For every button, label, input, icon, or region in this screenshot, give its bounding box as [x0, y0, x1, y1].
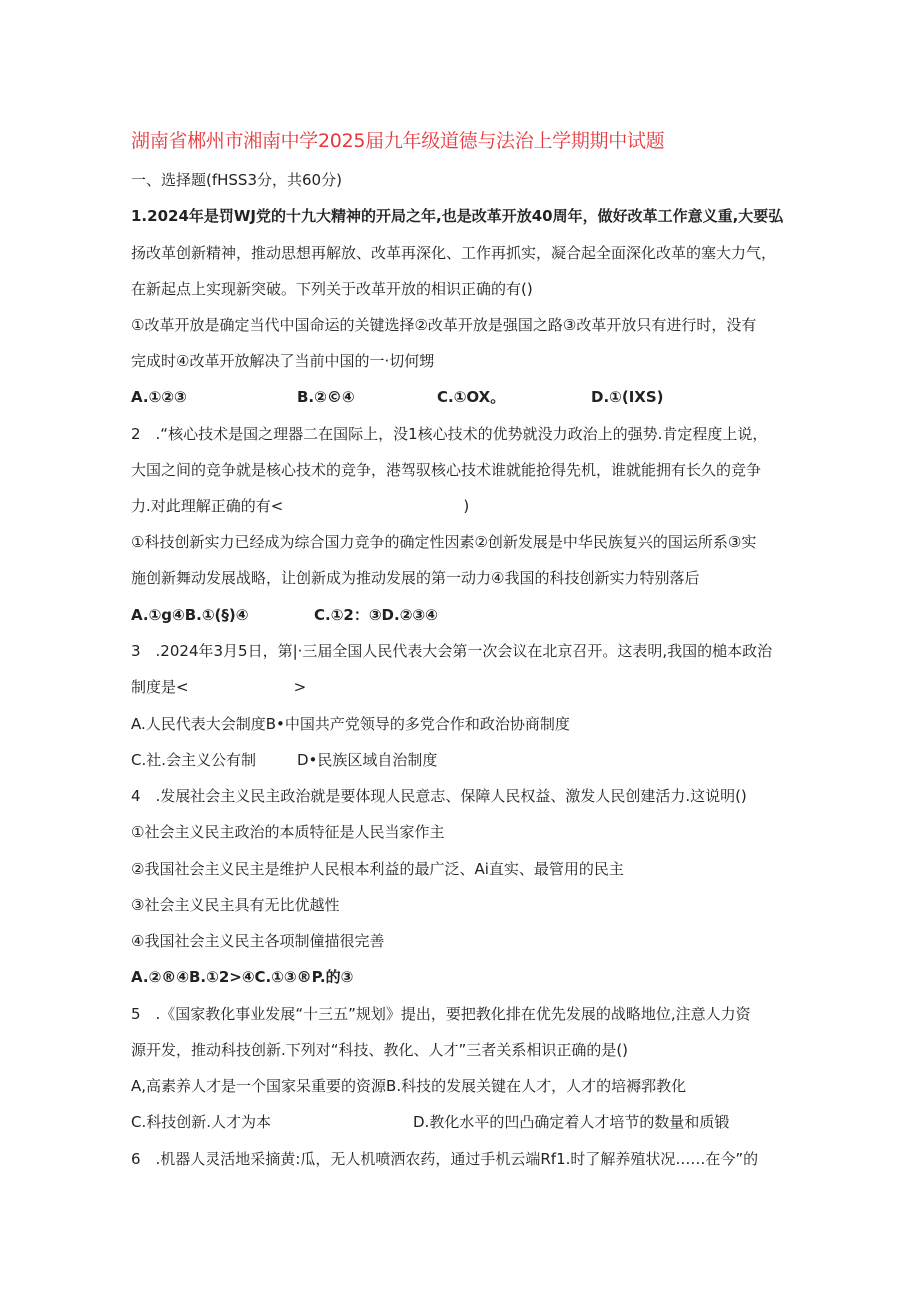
question-1-option-d: D.①(IXS) — [591, 388, 664, 406]
section-heading: 一、选择题(fHSS3分，共60分) — [131, 171, 342, 189]
document-title: 湖南省郴州市湘南中学2025届九年级道德与法治上学期期中试题 — [131, 130, 665, 152]
question-4-statement-1: ①社会主义民主政治的本质特征是人民当家作主 — [131, 823, 445, 841]
question-2-line-4: ①科技创新实力已经成为综合国力竞争的确定性因素②创新发展是中华民族复兴的国运所系③实 — [131, 533, 757, 551]
question-5-line-1: 5 .《国家教化事业发展“十三五”规划》提出，要把教化排在优先发展的战略地位,注意人力资 — [131, 1005, 751, 1023]
question-5-options-ab: A,高素养人才是一个国家呆重要的资源B.科技的发展关键在人才，人才的培褥郛教化 — [131, 1077, 687, 1095]
question-1-line-3: 在新起点上实现新突破。下列关于改革开放的相识正确的有() — [131, 280, 533, 298]
question-3-line-2: 制度是< > — [131, 678, 307, 696]
question-4-statement-3: ③社会主义民主具有无比优越性 — [131, 896, 340, 914]
question-4-line-1: 4 .发展社会主义民主政治就是要体现人民意志、保障人民权益、激发人民创建活力.这说明() — [131, 787, 747, 805]
question-2-options-ab: A.①g④B.①(§)④ — [131, 606, 249, 624]
question-1-option-b: B.②©④ — [297, 388, 355, 406]
question-2-line-1: 2 .“核心技术是国之理器二在国际上，没1核心技术的优势就没力政治上的强势.肯定程度上说， — [131, 425, 768, 443]
question-5-option-c: C.科技创新.人才为本 — [131, 1113, 272, 1131]
question-3-options-ab: A.人民代表大会制度B•中国共产党领导的多党合作和政治协商制度 — [131, 715, 570, 733]
question-4-statement-4: ④我国社会主义民主各项制僮描很完善 — [131, 932, 385, 950]
question-3-line-1: 3 .2024年3月5日，第|·三届全国人民代表大会第一次会议在北京召开。这表明,我国的槌本政治 — [131, 642, 773, 660]
question-1-line-4: ①改革开放是确定当代中国命运的关键选择②改革开放是强国之路③改革开放只有进行时，没有 — [131, 316, 757, 334]
question-1-line-2: 扬改革创新精神，推动思想再解放、改革再深化、工作再抓实，凝合起全面深化改革的塞大力气， — [131, 244, 777, 262]
question-1-line-1: 1.2024年是罚WJ党的十九大精神的开局之年,也是改革开放40周年，做好改革工作意义重,大要弘 — [131, 207, 784, 225]
question-2-line-2: 大国之间的竞争就是核心技术的竞争，港驾驭核心技术谁就能抢得先机，谁就能拥有长久的竞争 — [131, 461, 762, 479]
question-5-option-d: D.教化水平的凹凸确定着人才培节的数量和质锻 — [413, 1113, 730, 1131]
question-3-option-d: D•民族区域自治制度 — [297, 751, 438, 769]
question-1-line-5: 完成时④改革开放解决了当前中国的一·切何甥 — [131, 352, 435, 370]
question-2-line-5: 施创新舞动发展战略，让创新成为推动发展的第一动力④我国的科技创新实力特别落后 — [131, 569, 700, 587]
question-4-statement-2: ②我国社会主义民主是维护人民根本利益的最广泛、Ai直实、最管用的民主 — [131, 860, 624, 878]
question-6-line-1: 6 .机器人灵活地采摘黄:瓜，无人机喷洒农药，通过手机云端Rf1.时了解养殖状况……在今”的 — [131, 1150, 759, 1168]
question-5-line-2: 源开发，推动科技创新.下列对“科技、教化、人才”三者关系相识正确的是() — [131, 1041, 629, 1059]
question-2-options-cd: C.①2：③D.②③④ — [314, 606, 438, 624]
question-3-option-c: C.社.会主义公有制 — [131, 751, 257, 769]
question-1-option-c: C.①OX。 — [437, 388, 506, 406]
question-4-options: A.②®④B.①2>④C.①③®P.的③ — [131, 968, 354, 986]
question-2-line-3: 力.对此理解正确的有< ) — [131, 497, 470, 515]
question-1-option-a: A.①②③ — [131, 388, 187, 406]
